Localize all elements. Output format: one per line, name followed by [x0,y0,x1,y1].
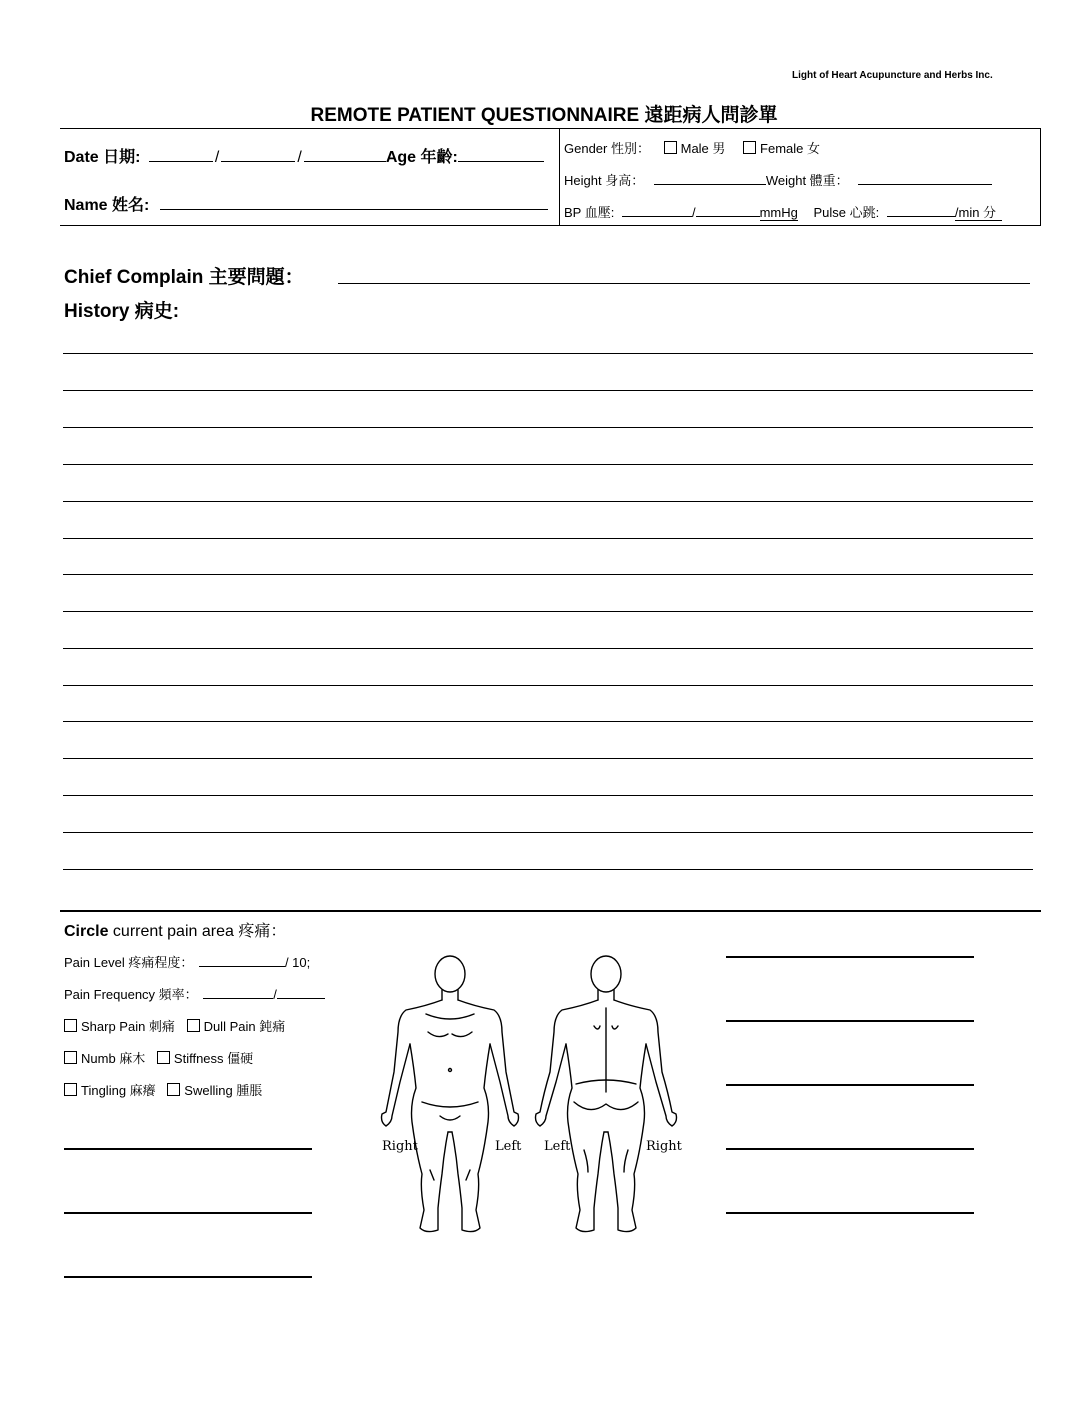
stiffness-checkbox[interactable] [157,1051,170,1064]
pain-frequency-period-field[interactable] [277,984,325,999]
pain-level-row [64,952,310,971]
history-line[interactable] [63,574,1033,575]
circle-word: Circle [64,923,109,940]
sharp-pain-checkbox[interactable] [64,1019,77,1032]
weight-label: Weight 體重： [765,173,849,188]
circle-rest: current pain area 疼痛： [108,923,287,940]
history-line[interactable] [63,538,1033,539]
pain-level-label: Pain Level 疼痛程度： [64,955,194,970]
name-row [64,192,548,215]
stiffness-label: Stiffness 僵硬 [173,1051,254,1066]
date-day-field[interactable] [221,147,295,162]
height-label: Height 身高： [564,173,645,188]
front-right-label: Right [382,1139,418,1154]
header-bottom-border [60,225,1041,226]
pain-options-row-1 [64,1016,285,1035]
history-line[interactable] [63,464,1033,465]
front-left-label: Left [495,1139,522,1154]
pulse-field[interactable] [887,202,955,217]
pain-note-line[interactable] [726,956,974,958]
height-weight-row [564,170,992,189]
section-divider [60,910,1041,912]
pain-option-sharp[interactable] [64,1019,175,1034]
history-line[interactable] [63,501,1033,502]
male-option[interactable] [664,141,726,156]
bp-systolic-field[interactable] [622,202,692,217]
dull-pain-checkbox[interactable] [187,1019,200,1032]
date-month-field[interactable] [149,147,213,162]
tingling-checkbox[interactable] [64,1083,77,1096]
swelling-label: Swelling 腫脹 [184,1083,263,1098]
pain-option-numb[interactable] [64,1051,145,1066]
front-figure [382,956,519,1232]
pain-level-suffix: / 10; [284,955,311,970]
history-label: History 病史: [64,301,180,322]
bp-diastolic-field[interactable] [696,202,760,217]
pulse-unit: /min 分 [955,205,1002,221]
history-line[interactable] [63,795,1033,796]
age-label: Age 年齡: [385,149,458,166]
header-top-border [60,128,1041,129]
pain-note-line[interactable] [726,1148,974,1150]
numb-checkbox[interactable] [64,1051,77,1064]
male-checkbox[interactable] [664,141,677,154]
chief-complaint-field[interactable] [338,283,1030,284]
body-diagram[interactable] [376,952,692,1252]
circle-pain-heading [64,918,286,941]
date-sep-2: / [297,149,302,166]
pain-options-row-3 [64,1080,262,1099]
pain-note-line[interactable] [726,1020,974,1022]
date-row [64,144,544,167]
history-line[interactable] [63,758,1033,759]
pain-frequency-sep: / [273,987,277,1002]
female-option[interactable] [743,141,820,156]
back-figure [536,956,677,1232]
bp-label: BP 血壓: [564,205,615,220]
bp-unit: mmHg [759,205,798,220]
pain-options-row-2 [64,1048,253,1067]
history-line[interactable] [63,685,1033,686]
sharp-pain-label: Sharp Pain 刺痛 [81,1019,175,1034]
back-right-label: Right [646,1139,682,1154]
pain-note-line[interactable] [726,1084,974,1086]
history-line[interactable] [63,869,1033,870]
history-line[interactable] [63,427,1033,428]
swelling-checkbox[interactable] [167,1083,180,1096]
pain-option-swelling[interactable] [167,1083,262,1098]
pain-option-tingling[interactable] [64,1083,156,1098]
dull-pain-label: Dull Pain 鈍痛 [203,1019,286,1034]
height-field[interactable] [654,170,766,185]
form-title: REMOTE PATIENT QUESTIONNAIRE 遠距病人問診單 [310,105,778,126]
female-label: Female 女 [760,141,820,156]
bp-sep: / [691,205,696,220]
date-sep-1: / [214,149,220,166]
pain-note-line[interactable] [64,1276,312,1278]
history-line[interactable] [63,390,1033,391]
gender-label: Gender 性別： [564,141,650,156]
date-label: Date 日期: [64,149,141,166]
female-checkbox[interactable] [743,141,756,154]
name-field[interactable] [160,195,548,210]
back-left-label: Left [544,1139,571,1154]
numb-label: Numb 麻木 [81,1051,146,1066]
date-year-field[interactable] [304,147,386,162]
pain-note-line[interactable] [726,1212,974,1214]
bp-pulse-row [564,202,1002,221]
pain-frequency-label: Pain Frequency 頻率： [64,987,198,1002]
pulse-label: Pulse 心跳: [813,205,880,220]
age-field[interactable] [458,147,544,162]
pain-option-dull[interactable] [187,1019,286,1034]
history-line[interactable] [63,832,1033,833]
history-line[interactable] [63,353,1033,354]
header-divider [559,128,560,225]
gender-row [564,138,820,157]
header-right-border [1040,128,1041,225]
tingling-label: Tingling 麻癢 [81,1083,156,1098]
clinic-name: Light of Heart Acupuncture and Herbs Inc. [792,70,993,81]
history-line[interactable] [63,648,1033,649]
history-line[interactable] [63,611,1033,612]
pain-note-line[interactable] [64,1212,312,1214]
weight-field[interactable] [858,170,992,185]
male-label: Male 男 [680,141,726,156]
name-label: Name 姓名: [64,197,150,214]
pain-option-stiffness[interactable] [157,1051,253,1066]
pain-frequency-row [64,984,325,1003]
history-line[interactable] [63,721,1033,722]
pain-frequency-count-field[interactable] [203,984,273,999]
pain-note-line[interactable] [64,1148,312,1150]
chief-complaint-label: Chief Complain 主要問題： [64,267,304,288]
pain-level-field[interactable] [199,952,285,967]
